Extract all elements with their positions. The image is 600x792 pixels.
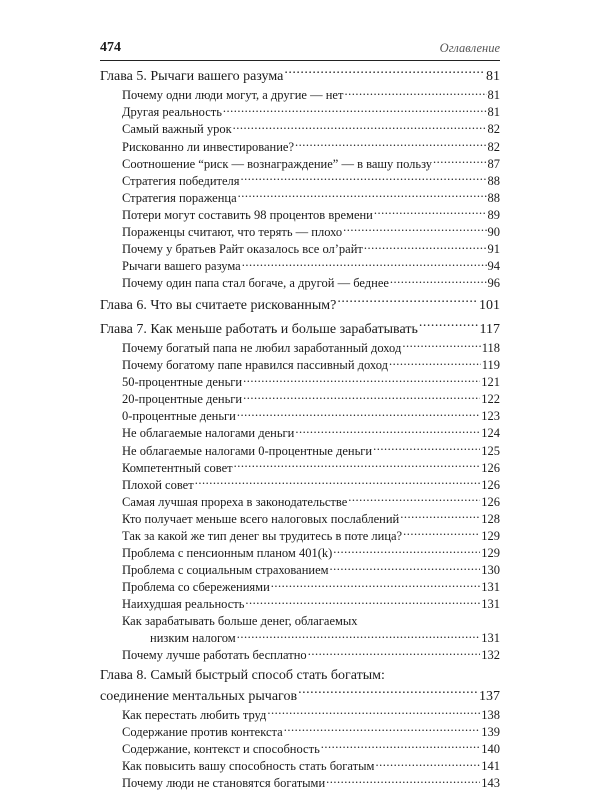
- toc-item-title: Не облагаемые налогами деньги: [122, 426, 295, 441]
- chapter-5-block: [100, 66, 500, 292]
- toc-item[interactable]: [100, 155, 500, 172]
- toc-page-number: 130: [481, 563, 500, 578]
- toc-page-number: 123: [481, 409, 500, 424]
- dot-leader: [243, 374, 480, 387]
- toc-page-number: 81: [487, 88, 500, 103]
- toc-item[interactable]: [100, 647, 500, 664]
- dot-leader: [243, 391, 480, 404]
- running-title: Оглавление: [439, 41, 500, 55]
- toc-page-number: 126: [481, 460, 500, 475]
- toc-page-number: 137: [479, 688, 500, 704]
- toc-page-number: 129: [481, 546, 500, 561]
- dot-leader: [237, 408, 480, 421]
- toc-page-number: 131: [481, 631, 500, 646]
- dot-leader: [364, 241, 487, 254]
- dot-leader: [195, 476, 481, 489]
- toc-item-title: Стратегия пораженца: [122, 190, 237, 205]
- toc-item[interactable]: [100, 172, 500, 189]
- dot-leader: [233, 121, 487, 134]
- toc-item[interactable]: [100, 442, 500, 459]
- toc-item-title: Содержание против контекста: [122, 724, 283, 739]
- toc-item-title: 50-процентные деньги: [122, 375, 243, 390]
- dot-leader: [375, 758, 480, 771]
- toc-item[interactable]: [100, 224, 500, 241]
- toc-item-title: Рискованно ли инвестирование?: [122, 139, 294, 154]
- toc-item[interactable]: [100, 391, 500, 408]
- chapter-7-block: [100, 319, 500, 664]
- toc-item-wrapped-line2[interactable]: [100, 630, 500, 647]
- toc-item[interactable]: [100, 528, 500, 545]
- toc-item-title: Стратегия победителя: [122, 173, 240, 188]
- toc-item[interactable]: [100, 357, 500, 374]
- toc-item[interactable]: [100, 87, 500, 104]
- toc-item[interactable]: [100, 596, 500, 613]
- toc-item[interactable]: [100, 206, 500, 223]
- toc-page-number: 125: [481, 443, 500, 458]
- toc-item[interactable]: [100, 476, 500, 493]
- toc-item-title: Самый важный урок: [122, 122, 232, 137]
- toc-page-number: 88: [487, 173, 500, 188]
- dot-leader: [234, 459, 481, 472]
- toc-page-number: 131: [481, 597, 500, 612]
- toc-page-number: 138: [481, 707, 500, 722]
- toc-page-number: 140: [481, 742, 500, 757]
- toc-item[interactable]: [100, 189, 500, 206]
- dot-leader: [433, 155, 486, 168]
- toc-item[interactable]: [100, 545, 500, 562]
- toc-chapter-title: Глава 5. Рычаги вашего разума: [100, 69, 284, 84]
- toc-page-number: 81: [486, 69, 500, 84]
- toc-chapter-title: Глава 7. Как меньше работать и больше зарабатывать: [100, 321, 418, 337]
- toc-item-title: Соотношение “риск — вознаграждение” — в вашу пользу: [122, 156, 433, 171]
- dot-leader: [373, 442, 480, 455]
- dot-leader: [402, 340, 480, 353]
- toc-item[interactable]: [100, 459, 500, 476]
- toc-item-title: Пораженцы считают, что терять — плохо: [122, 225, 343, 240]
- dot-leader: [245, 596, 480, 609]
- toc-item-wrapped-line1[interactable]: [100, 613, 500, 630]
- toc-item[interactable]: [100, 706, 500, 723]
- toc-page-number: 126: [481, 477, 500, 492]
- toc-item-title: Наихудшая реальность: [122, 597, 245, 612]
- toc-item-title: Почему у братьев Райт оказалось все ол’райт: [122, 242, 363, 257]
- toc-page-number: 94: [487, 259, 500, 274]
- toc-page-number: 119: [481, 358, 500, 373]
- toc-item-title: Кто получает меньше всего налоговых послаблений: [122, 511, 400, 526]
- toc-item-title: Как повысить вашу способность стать богатым: [122, 759, 375, 774]
- toc-page-number: 82: [487, 122, 500, 137]
- toc-item[interactable]: [100, 493, 500, 510]
- toc-item-title: Почему один папа стал богаче, а другой — беднее: [122, 276, 389, 291]
- toc-chapter-7[interactable]: [100, 319, 500, 340]
- dot-leader: [403, 528, 480, 541]
- toc-page-number: 121: [481, 375, 500, 390]
- toc-page-number: 139: [481, 724, 500, 739]
- toc-item-title: Почему богатому папе нравился пассивный доход: [122, 358, 388, 373]
- dot-leader: [242, 258, 487, 271]
- toc-item-title: Содержание, контекст и способность: [122, 742, 320, 757]
- toc-item-title: Самая лучшая прореха в законодательстве: [122, 494, 348, 509]
- toc-item[interactable]: [100, 374, 500, 391]
- toc-page-number: 101: [479, 297, 500, 313]
- toc-item[interactable]: [100, 579, 500, 596]
- toc-item-title: низким налогом: [150, 631, 236, 646]
- toc-chapter-title: соединение ментальных рычагов: [100, 688, 298, 704]
- toc-page-number: 128: [481, 511, 500, 526]
- toc-page-number: 122: [481, 392, 500, 407]
- dot-leader: [400, 510, 480, 523]
- toc-item-title: Другая реальность: [122, 105, 222, 120]
- toc-item-title: Не облагаемые налогами 0-процентные деньги: [122, 443, 373, 458]
- toc-item[interactable]: [100, 758, 500, 775]
- toc-item-title: Рычаги вашего разума: [122, 259, 241, 274]
- toc-chapter-5[interactable]: [100, 66, 500, 87]
- dot-leader: [333, 545, 480, 558]
- toc-item[interactable]: [100, 723, 500, 740]
- dot-leader: [267, 706, 480, 719]
- toc-chapter-title: Глава 8. Самый быстрый способ стать богатым:: [100, 667, 385, 683]
- toc-page-number: 91: [487, 242, 500, 257]
- chapter-8-block: [100, 667, 500, 792]
- dot-leader: [326, 775, 480, 788]
- toc-page-number: 126: [481, 494, 500, 509]
- dot-leader: [390, 275, 487, 288]
- toc-page-number: 129: [481, 529, 500, 544]
- toc-item-title: Почему богатый папа не любил заработанный доход: [122, 341, 402, 356]
- toc-page-number: 90: [487, 225, 500, 240]
- dot-leader: [271, 579, 480, 592]
- toc-item[interactable]: [100, 138, 500, 155]
- toc-item-title: Плохой совет: [122, 477, 194, 492]
- dot-leader: [298, 686, 478, 700]
- toc-item-title: Проблема со сбережениями: [122, 580, 270, 595]
- toc-item[interactable]: [100, 425, 500, 442]
- dot-leader: [295, 425, 480, 438]
- dot-leader: [374, 206, 487, 219]
- dot-leader: [308, 647, 481, 660]
- dot-leader: [295, 138, 487, 151]
- toc-item[interactable]: [100, 258, 500, 275]
- toc-item-title: Проблема с социальным страхованием: [122, 563, 329, 578]
- toc-item[interactable]: [100, 340, 500, 357]
- toc-page-number: 124: [481, 426, 500, 441]
- toc-page-number: 117: [479, 321, 500, 337]
- toc-item[interactable]: [100, 241, 500, 258]
- toc-item-title: Как перестать любить труд: [122, 707, 267, 722]
- toc-page-number: 131: [481, 580, 500, 595]
- page-header: [100, 38, 500, 61]
- toc-item-title: Так за какой же тип денег вы трудитесь в поте лица?: [122, 529, 403, 544]
- dot-leader: [419, 319, 479, 333]
- dot-leader: [343, 224, 486, 237]
- dot-leader: [321, 741, 480, 754]
- toc-item-title: 20-процентные деньги: [122, 392, 243, 407]
- table-of-contents: [100, 63, 500, 792]
- toc-page-number: 89: [487, 207, 500, 222]
- dot-leader: [237, 630, 481, 643]
- toc-item[interactable]: [100, 408, 500, 425]
- toc-page-number: 81: [487, 105, 500, 120]
- dot-leader: [337, 295, 478, 309]
- toc-item-title: Потери могут составить 98 процентов времени: [122, 207, 373, 222]
- toc-page-number: 118: [481, 341, 500, 356]
- toc-page-number: 87: [487, 156, 500, 171]
- toc-item-title: 0-процентные деньги: [122, 409, 236, 424]
- toc-chapter-8-line2[interactable]: [100, 686, 500, 707]
- toc-item[interactable]: [100, 121, 500, 138]
- toc-chapter-8-line1[interactable]: [100, 667, 500, 686]
- toc-page-number: 88: [487, 190, 500, 205]
- toc-item-title: Почему лучше работать бесплатно: [122, 648, 307, 663]
- toc-item[interactable]: [100, 275, 500, 292]
- toc-item-title: Компетентный совет: [122, 460, 233, 475]
- toc-page-number: 82: [487, 139, 500, 154]
- toc-item[interactable]: [100, 510, 500, 527]
- dot-leader: [284, 66, 485, 80]
- page-number: 474: [100, 40, 121, 55]
- toc-chapter-title: Глава 6. Что вы считаете рискованным?: [100, 297, 337, 313]
- toc-item[interactable]: [100, 775, 500, 792]
- toc-item[interactable]: [100, 104, 500, 121]
- dot-leader: [389, 357, 481, 370]
- toc-chapter-6[interactable]: [100, 295, 500, 316]
- toc-item-title: Проблема с пенсионным планом 401(k): [122, 546, 333, 561]
- toc-item[interactable]: [100, 562, 500, 579]
- dot-leader: [284, 723, 481, 736]
- chapter-6-block: [100, 295, 500, 316]
- dot-leader: [223, 104, 487, 117]
- dot-leader: [238, 189, 487, 202]
- dot-leader: [348, 493, 480, 506]
- dot-leader: [330, 562, 481, 575]
- toc-item-title: Как зарабатывать больше денег, облагаемых: [122, 614, 358, 629]
- toc-page-number: 96: [487, 276, 500, 291]
- toc-page-number: 132: [481, 648, 500, 663]
- dot-leader: [241, 172, 487, 185]
- toc-item[interactable]: [100, 741, 500, 758]
- toc-item-title: Почему одни люди могут, а другие — нет: [122, 88, 344, 103]
- dot-leader: [344, 87, 486, 100]
- toc-page-number: 143: [481, 776, 500, 791]
- toc-page-number: 141: [481, 759, 500, 774]
- toc-item-title: Почему люди не становятся богатыми: [122, 776, 326, 791]
